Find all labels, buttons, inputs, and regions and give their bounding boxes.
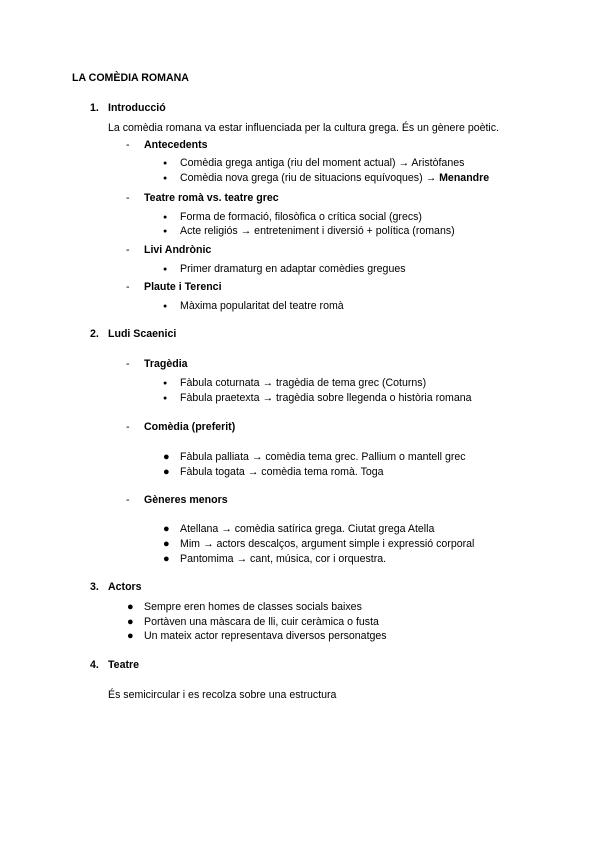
bullet-marker: ● [163,380,168,387]
section-number: 2. [90,328,99,340]
list-item: Acte religiós → entreteniment i diversió + política (romans) [180,225,455,237]
bullet-marker: ● [163,451,170,463]
intro-paragraph: La comèdia romana va estar influenciada per la cultura grega. És un gènere poètic. [108,122,500,134]
list-item: Fàbula palliata → comèdia tema grec. Pallium o mantell grec [180,451,466,463]
bullet-marker: ● [163,523,170,535]
section-heading: Actors [108,581,142,593]
bullet-marker: ● [163,228,168,235]
list-item: Màxima popularitat del teatre romà [180,300,344,312]
section-number: 4. [90,659,99,671]
list-item: Fàbula praetexta → tragèdia sobre llegenda o història romana [180,392,472,404]
dash-marker: - [126,192,130,204]
list-item: Fàbula coturnata → tragèdia de tema grec (Coturns) [180,377,427,389]
list-item: Fàbula togata → comèdia tema romà. Toga [180,466,384,478]
bullet-marker: ● [163,266,168,273]
bullet-marker: ● [163,395,168,402]
list-item: Forma de formació, filosòfica o crítica social (grecs) [180,211,422,223]
subsection-heading: Teatre romà vs. teatre grec [144,192,279,204]
section-paragraph: És semicircular i es recolza sobre una estructura [108,689,337,701]
subsection-heading: Comèdia (preferit) [144,421,236,433]
subsection-heading: Gèneres menors [144,494,228,506]
section-number: 1. [90,102,99,114]
list-item: Comèdia grega antiga (riu del moment actual) → Aristòfanes [180,157,465,169]
list-item: Mim → actors descalços, argument simple i expressió corporal [180,538,475,550]
list-item: Atellana → comèdia satírica grega. Ciutat grega Atella [180,523,435,535]
list-item: Sempre eren homes de classes socials baixes [144,601,362,613]
list-item: Primer dramaturg en adaptar comèdies gregues [180,263,406,275]
bullet-marker: ● [127,601,134,613]
dash-marker: - [126,139,130,151]
bullet-marker: ● [163,175,168,182]
list-item: Portàven una màscara de lli, cuir ceràmica o fusta [144,616,379,628]
section-heading: Ludi Scaenici [108,328,177,340]
list-item: Pantomima → cant, música, cor i orquestra. [180,553,387,565]
subsection-heading: Antecedents [144,139,208,151]
list-item-bold: Menandre [439,172,490,184]
bullet-marker: ● [163,466,170,478]
bullet-marker: ● [127,616,134,628]
section-heading: Teatre [108,659,140,671]
list-item [180,172,489,185]
subsection-heading: Plaute i Terenci [144,281,222,293]
bullet-marker: ● [163,553,170,565]
bullet-marker: ● [127,630,134,642]
list-item-text: Comèdia nova grega (riu de situacions equívoques) → [180,172,440,184]
section-heading: Introducció [108,102,166,114]
bullet-marker: ● [163,160,168,167]
dash-marker: - [126,421,130,433]
subsection-heading: Tragèdia [144,358,188,370]
dash-marker: - [126,358,130,370]
subsection-heading: Livi Andrònic [144,244,212,256]
bullet-marker: ● [163,214,168,221]
doc-title: LA COMÈDIA ROMANA [72,72,189,84]
dash-marker: - [126,244,130,256]
bullet-marker: ● [163,303,168,310]
list-item: Un mateix actor representava diversos personatges [144,630,387,642]
bullet-marker: ● [163,538,170,550]
dash-marker: - [126,281,130,293]
section-number: 3. [90,581,99,593]
dash-marker: - [126,494,130,506]
